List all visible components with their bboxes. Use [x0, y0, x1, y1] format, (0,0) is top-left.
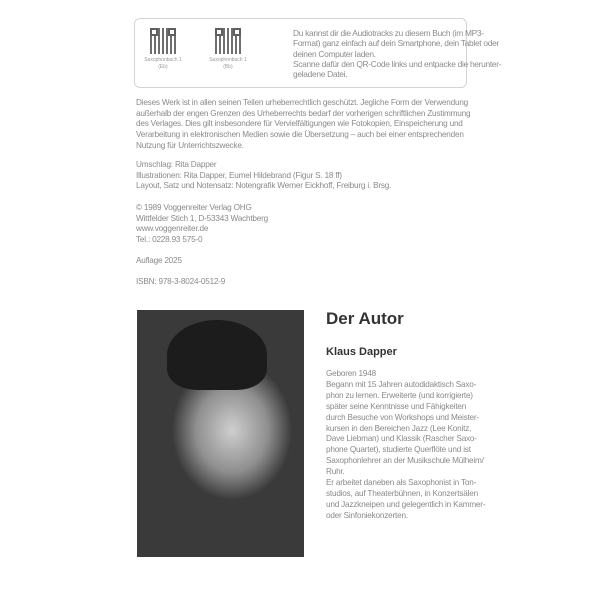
isbn: ISBN: 978-3-8024-0512-9: [136, 277, 226, 286]
qr-code-eb[interactable]: [144, 28, 182, 71]
qr-code-icon: [150, 28, 176, 54]
section-heading: Der Autor: [326, 309, 404, 328]
photo-detail: [167, 320, 267, 390]
audio-instructions: Du kannst dir die Audiotracks zu diesem Buch (im MP3- Format) ganz einfach auf dein Smartphone, dein Tablet oder deinen Computer laden. Scanne dafür den QR-Code links und entpacke die herunter- geladene Datei.: [293, 28, 502, 80]
edition: Auflage 2025: [136, 256, 182, 265]
credits: Umschlag: Rita Dapper Illustrationen: Rita Dapper, Eumel Hildebrand (Figur S. 18 ff) Layout, Satz und Notensatz: Notengrafik Werner Eickhoff, Freiburg i. Brsg.: [136, 160, 392, 191]
publisher-info: © 1989 Voggenreiter Verlag OHG Wittfelder Stich 1, D-53343 Wachtberg www.voggenreiter.de Tel.: 0228.93 575-0: [136, 203, 268, 245]
author-name: Klaus Dapper: [326, 346, 397, 358]
audio-download-box: [134, 18, 502, 88]
qr-caption: Saxophonbuch 1 (Bb): [209, 57, 247, 70]
qr-code-bb[interactable]: [209, 28, 247, 71]
author-photo: [137, 310, 304, 557]
copyright-notice: Dieses Werk ist in allen seinen Teilen urheberrechtlich geschützt. Jegliche Form der Verwendung außerhalb der engen Grenzen des Urheberrechts bedarf der vorherigen schriftlichen Zustimmung des Verlages. Dies gilt insbesondere für Vervielfältigungen wie Fotokopien, Einspeicherung und Verarbeitung in elektronischen Medien sowie die Übersetzung – auch bei einer entsprechenden Nutzung für Unterrichtszwecke.: [136, 98, 471, 150]
qr-caption: Saxophonbuch 1 (Eb): [144, 57, 182, 70]
qr-code-icon: [215, 28, 241, 54]
author-bio: Geboren 1948 Begann mit 15 Jahren autodidaktisch Saxo- phon zu lernen. Erweiterte (und korrigierte) später seine Kenntnisse und Fähigkeiten durch Besuche von Workshops und Meister- kursen in den Bereichen Jazz (Lee Konitz, Dave Liebman) und Klassik (Rascher Saxo- phone Quartet), studierte Querflöte und ist Saxophonlehrer an der Musikschule Mülheim/ Ruhr. Er arbeitet daneben als Saxophonist in Ton- studios, auf Theaterbühnen, in Konzertsälen und Jazzkneipen und gelegentlich in Kammer- oder Sinfoniekonzerten.: [326, 369, 486, 520]
